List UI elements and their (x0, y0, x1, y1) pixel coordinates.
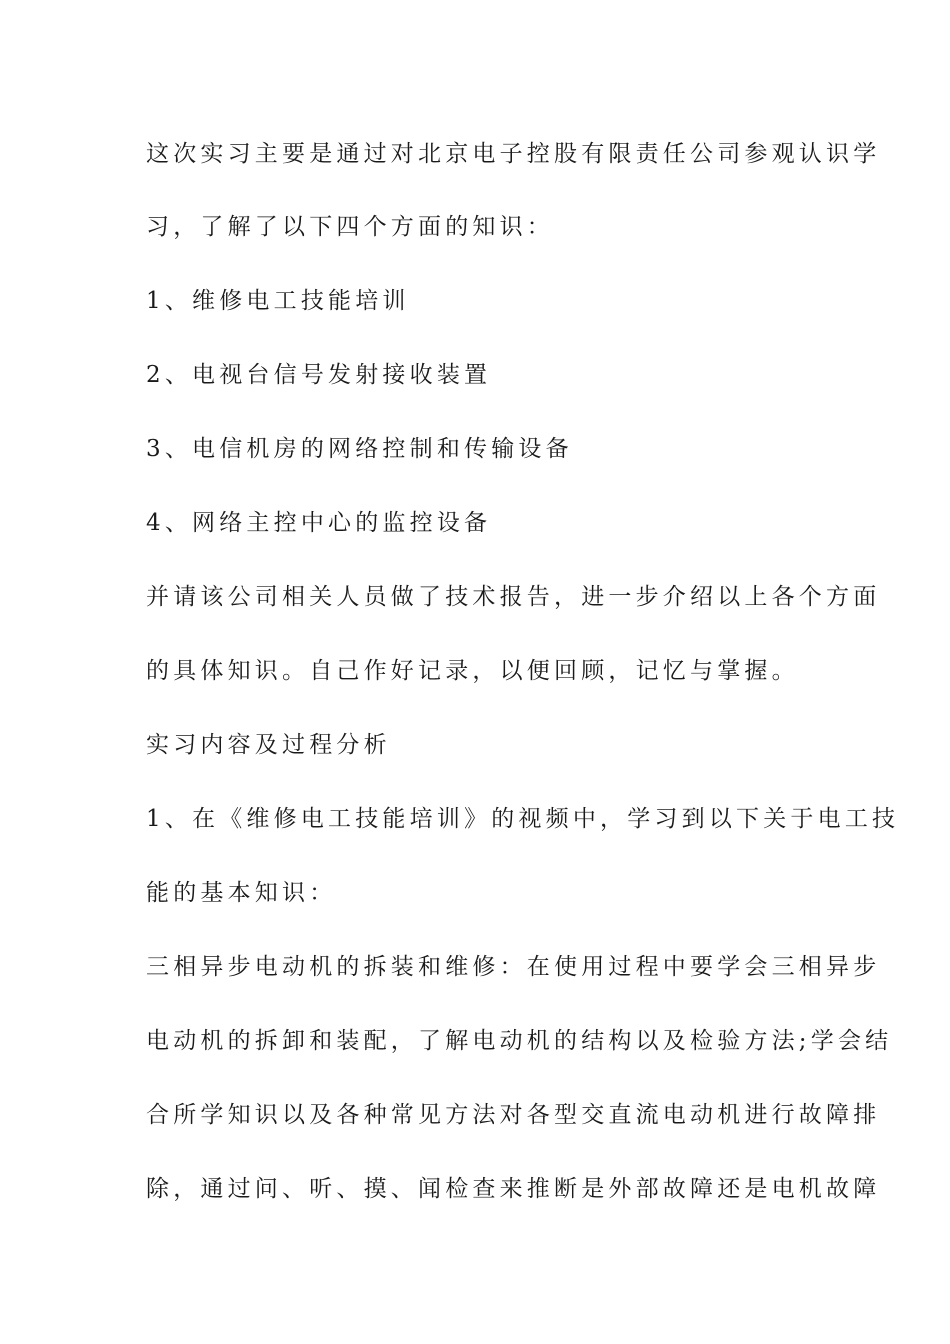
list-item-2: 2、电视台信号发射接收装置 (146, 362, 492, 388)
section-heading: 实习内容及过程分析 (146, 732, 391, 758)
paragraph-line-video-2: 能的基本知识： (146, 880, 337, 906)
paragraph-line-report-2: 的具体知识。自己作好记录，以便回顾，记忆与掌握。 (146, 658, 799, 684)
paragraph-line-intro-2: 习，了解了以下四个方面的知识： (146, 214, 554, 240)
list-item-3: 3、电信机房的网络控制和传输设备 (146, 436, 573, 462)
paragraph-line-intro-1: 这次实习主要是通过对北京电子控股有限责任公司参观认识学 (146, 141, 881, 167)
paragraph-line-video-1: 1、在《维修电工技能培训》的视频中，学习到以下关于电工技 (146, 806, 900, 832)
paragraph-line-motor-2: 电动机的拆卸和装配，了解电动机的结构以及检验方法;学会结 (146, 1028, 893, 1054)
paragraph-line-report-1: 并请该公司相关人员做了技术报告，进一步介绍以上各个方面 (146, 584, 881, 610)
paragraph-line-motor-4: 除，通过问、听、摸、闻检查来推断是外部故障还是电机故障 (146, 1176, 881, 1202)
list-item-1: 1、维修电工技能培训 (146, 288, 410, 314)
paragraph-line-motor-1: 三相异步电动机的拆装和维修：在使用过程中要学会三相异步 (146, 954, 881, 980)
list-item-4: 4、网络主控中心的监控设备 (146, 510, 492, 536)
paragraph-line-motor-3: 合所学知识以及各种常见方法对各型交直流电动机进行故障排 (146, 1102, 881, 1128)
